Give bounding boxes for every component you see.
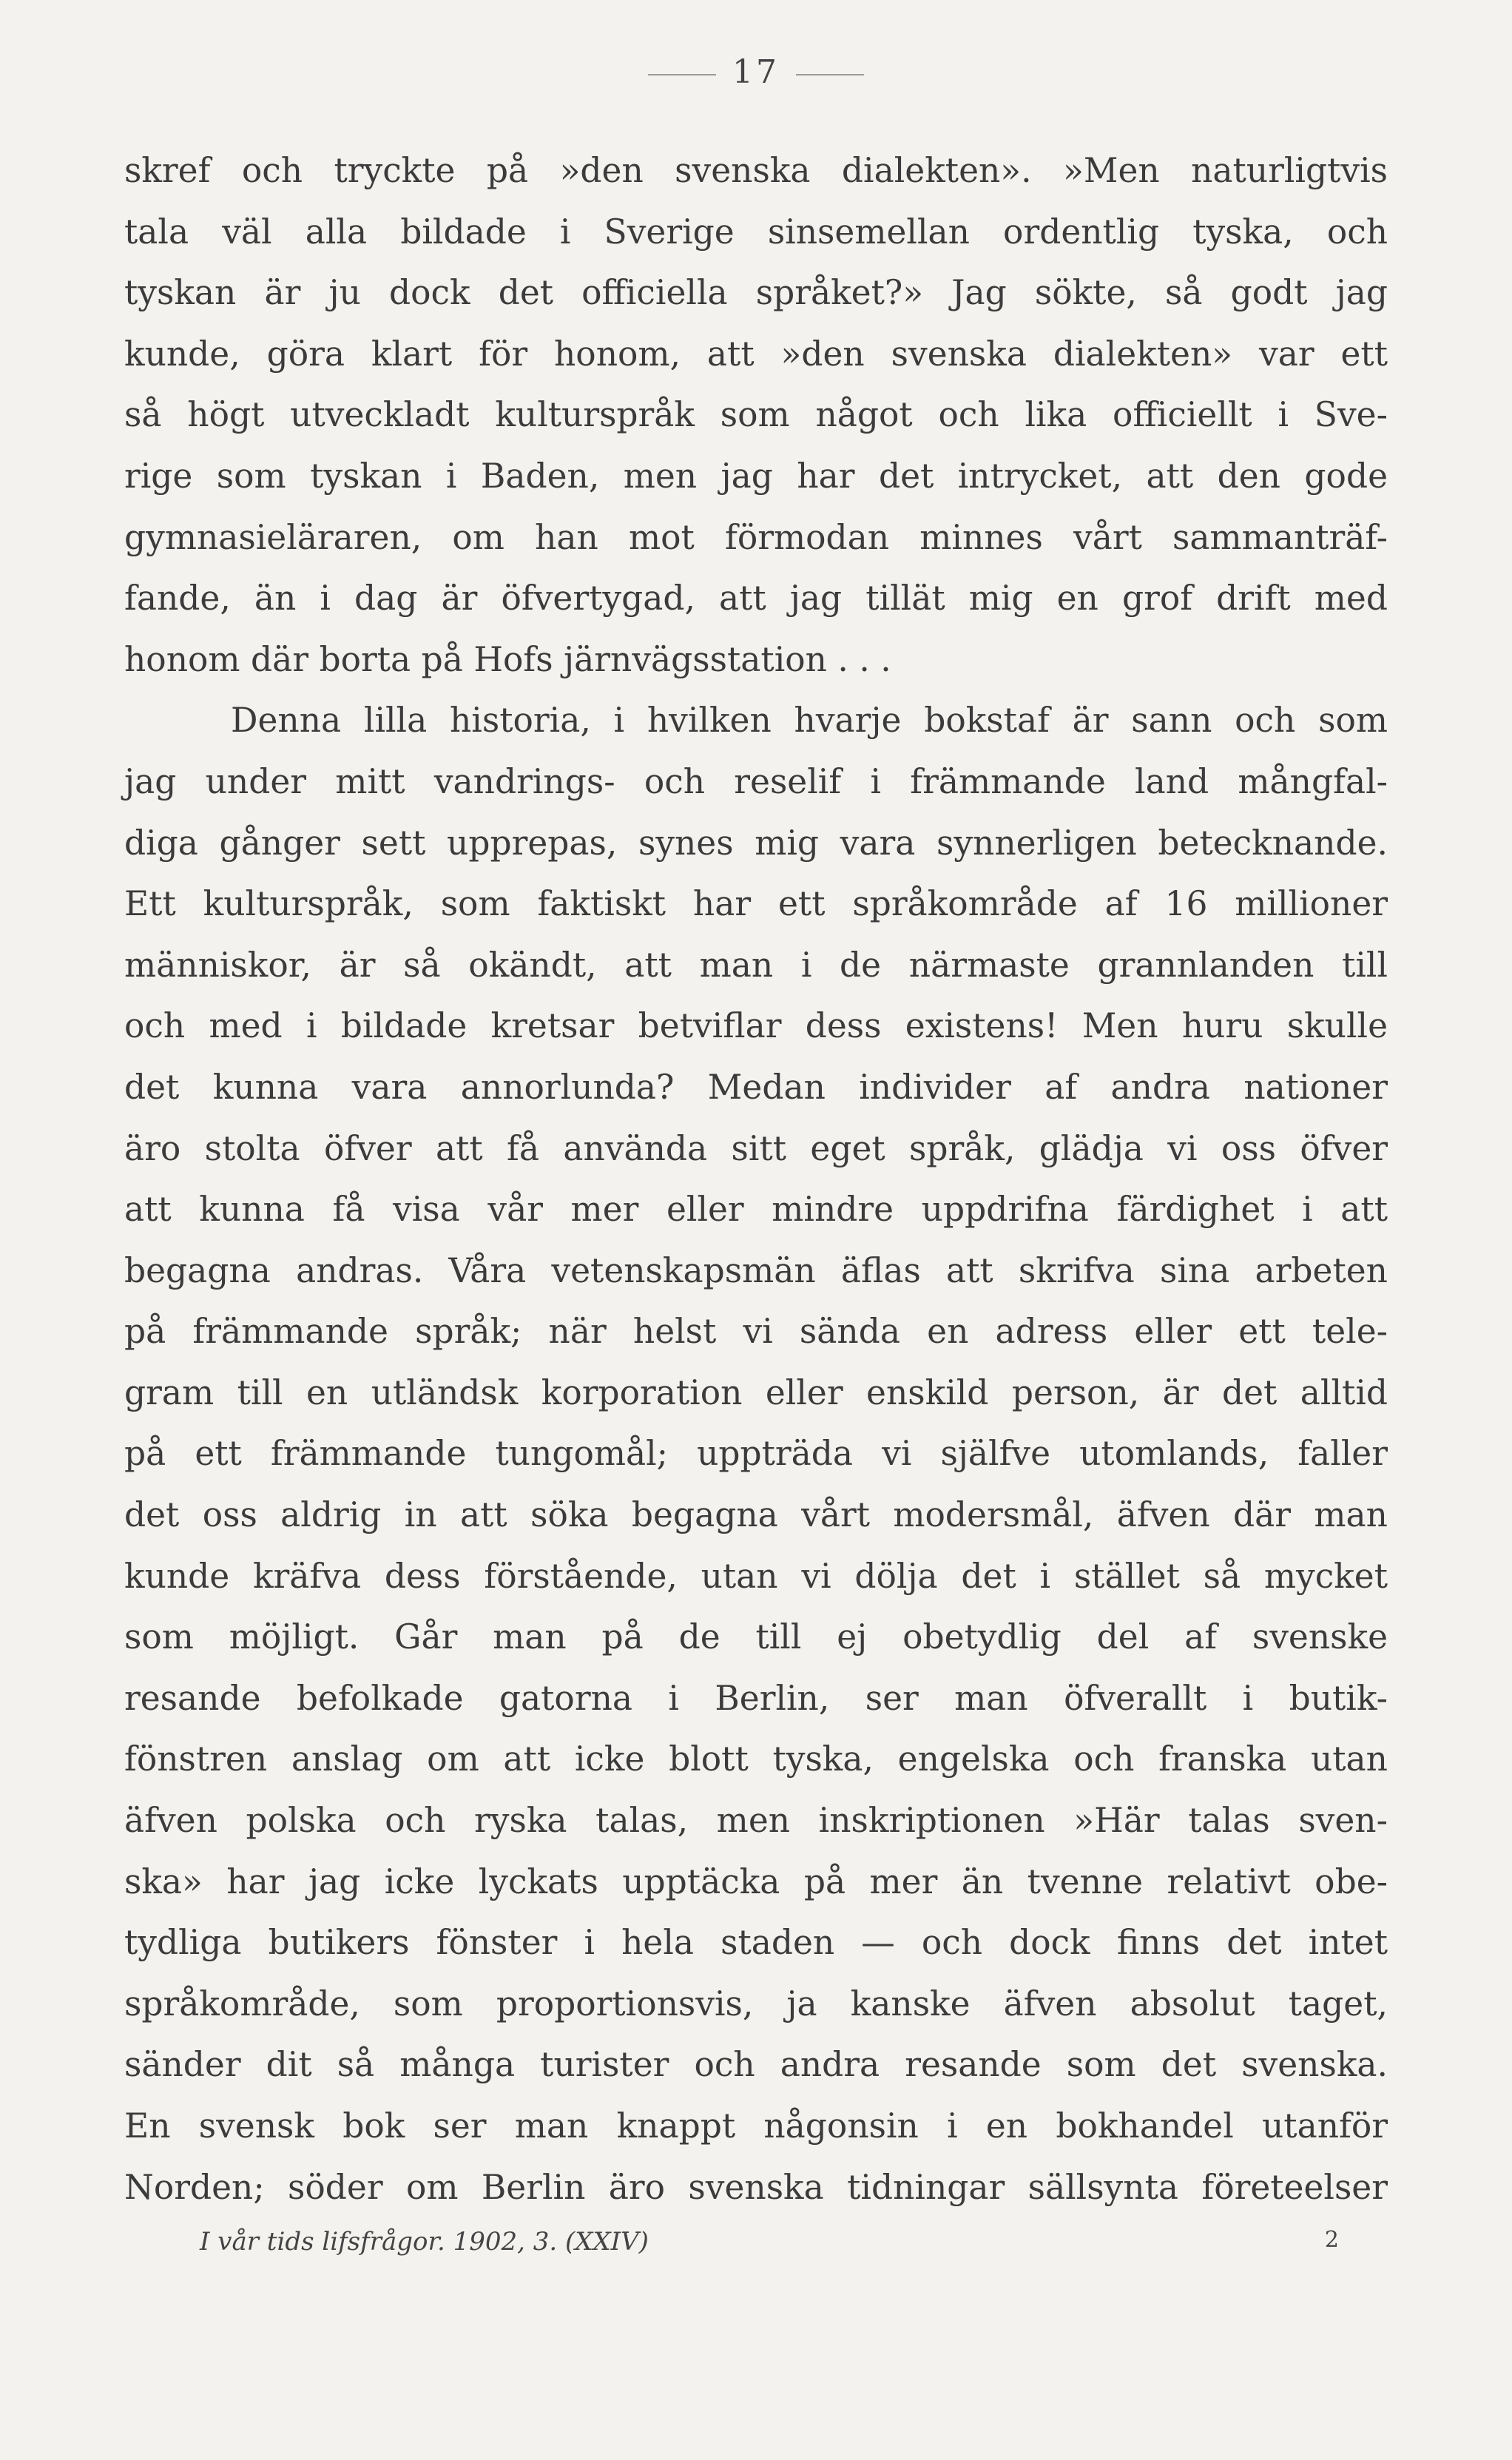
text-line: Norden; söder om Berlin äro svenska tidningar sällsynta företeelser [124, 2167, 1388, 2207]
text-line: och med i bildade kretsar betviflar dess existens! Men huru skulle [124, 1006, 1388, 1046]
text-line: begagna andras. Våra vetenskapsmän äflas att skrifva sina arbeten [124, 1250, 1388, 1290]
text-line: att kunna få visa vår mer eller mindre uppdrifna färdighet i att [124, 1190, 1388, 1230]
footer-citation: I vår tids lifsfrågor. 1902, 3. (XXIV) [200, 2227, 649, 2257]
text-line: språkområde, som proportionsvis, ja kanske äfven absolut taget, [124, 1984, 1388, 2023]
text-line: fönstren anslag om att icke blott tyska, engelska och franska utan [124, 1739, 1388, 1779]
text-line: fande, än i dag är öfvertygad, att jag tillät mig en grof drift med [124, 579, 1388, 619]
text-line: det kunna vara annorlunda? Medan individer af andra nationer [124, 1067, 1388, 1107]
page-footer [200, 2227, 1339, 2257]
text-line: tala väl alla bildade i Sverige sinsemellan ordentlig tyska, och [124, 212, 1388, 252]
text-line: det oss aldrig in att söka begagna vårt modersmål, äfven där man [124, 1495, 1388, 1535]
text-line: på ett främmande tungomål; uppträda vi själfve utomlands, faller [124, 1434, 1388, 1474]
text-line: tydliga butikers fönster i hela staden — och dock finns det intet [124, 1923, 1388, 1963]
text-line: diga gånger sett upprepas, synes mig vara synnerligen betecknande. [124, 823, 1388, 863]
page-header [0, 53, 1512, 91]
text-line: resande befolkade gatorna i Berlin, ser man öfverallt i butik- [124, 1678, 1388, 1718]
text-line: rige som tyskan i Baden, men jag har det intrycket, att den gode [124, 456, 1388, 496]
text-line: honom där borta på Hofs järnvägsstation . . . [124, 639, 891, 679]
text-line: Denna lilla historia, i hvilken hvarje bokstaf är sann och som [231, 701, 1388, 741]
body-text [124, 141, 1388, 2218]
text-line: ska» har jag icke lyckats upptäcka på mer än tvenne relativt obe- [124, 1861, 1388, 1901]
text-line: En svensk bok ser man knappt någonsin i en bokhandel utanför [124, 2106, 1388, 2146]
page-number: 17 [732, 53, 780, 91]
text-line: skref och tryckte på »den svenska dialekten». »Men naturligtvis [124, 151, 1388, 190]
text-line: på främmande språk; när helst vi sända en adress eller ett tele- [124, 1312, 1388, 1352]
text-line: gymnasieläraren, om han mot förmodan minnes vårt sammanträf- [124, 517, 1388, 557]
text-line: äfven polska och ryska talas, men inskriptionen »Här talas sven- [124, 1801, 1388, 1841]
header-rule-left [648, 74, 716, 75]
text-line: kunde, göra klart för honom, att »den svenska dialekten» var ett [124, 334, 1388, 374]
text-line: Ett kulturspråk, som faktiskt har ett språkområde af 16 millioner [124, 884, 1388, 924]
text-line: kunde kräfva dess förstående, utan vi dölja det i stället så mycket [124, 1556, 1388, 1596]
header-rule-right [796, 74, 864, 75]
text-line: gram till en utländsk korporation eller enskild person, är det alltid [124, 1372, 1388, 1412]
text-line: jag under mitt vandrings- och reselif i främmande land mångfal- [124, 761, 1388, 801]
text-line: tyskan är ju dock det officiella språket?» Jag sökte, så godt jag [124, 273, 1388, 313]
text-line: äro stolta öfver att få använda sitt eget språk, glädja vi oss öfver [124, 1128, 1388, 1168]
text-line: som möjligt. Går man på de till ej obetydlig del af svenske [124, 1617, 1388, 1657]
text-line: sänder dit så många turister och andra resande som det svenska. [124, 2045, 1388, 2085]
text-line: människor, är så okändt, att man i de närmaste grannlanden till [124, 945, 1388, 985]
signature-mark: 2 [1324, 2227, 1339, 2253]
text-line: så högt utveckladt kulturspråk som något och lika officiellt i Sve- [124, 395, 1388, 435]
